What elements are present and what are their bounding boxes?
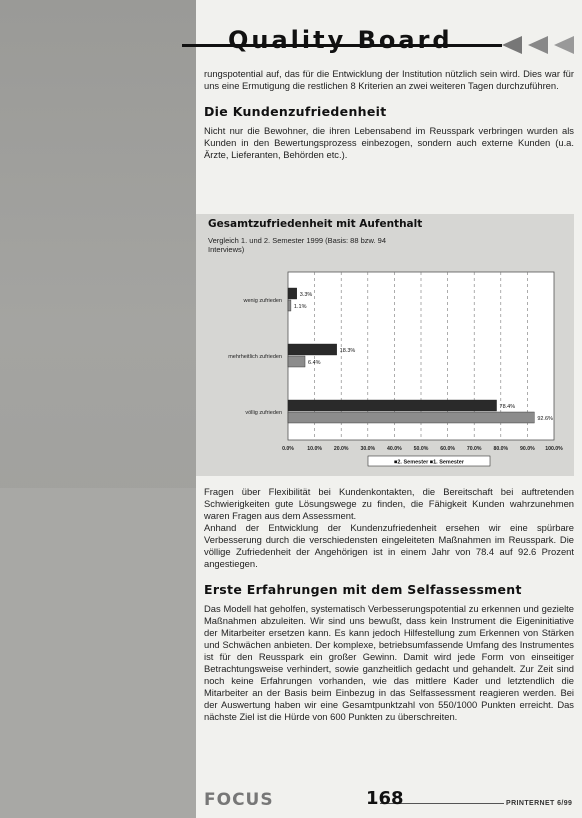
legend-text: ■2. Semester ■1. Semester xyxy=(394,459,464,466)
x-tick-label: 20.0% xyxy=(333,446,349,452)
x-tick-label: 80.0% xyxy=(493,446,509,452)
publication-label: PRINTERNET 6/99 xyxy=(506,800,573,807)
bar xyxy=(288,412,534,423)
data-label: 6.4% xyxy=(308,360,321,366)
category-label: mehrheitlich zufrieden xyxy=(228,354,282,360)
data-label: 78.4% xyxy=(499,404,516,410)
x-tick-label: 40.0% xyxy=(387,446,402,452)
main-column xyxy=(204,68,574,161)
section-heading-kundenzufriedenheit: Die Kundenzufriedenheit xyxy=(204,104,387,119)
data-label: 92.6% xyxy=(537,416,553,422)
x-tick-label: 100.0% xyxy=(545,446,563,452)
lower-column xyxy=(204,486,574,723)
x-tick-label: 60.0% xyxy=(440,446,455,452)
x-tick-label: 10.0% xyxy=(307,446,322,452)
page-header-title: Quality Board xyxy=(228,26,453,54)
satisfaction-bar-chart xyxy=(196,264,574,472)
category-label: völlig zufrieden xyxy=(245,410,282,416)
arrow-decoration-icon xyxy=(500,34,582,56)
section-heading-selfassessment: Erste Erfahrungen mit dem Selfassessment xyxy=(204,582,522,597)
data-label: 3.3% xyxy=(299,292,313,298)
bar xyxy=(288,288,297,299)
bar xyxy=(288,300,291,311)
bar xyxy=(288,400,497,411)
category-label: wenig zufrieden xyxy=(243,298,282,304)
bar xyxy=(288,356,305,367)
data-label: 18.3% xyxy=(339,348,356,354)
sidebar-lower-gray xyxy=(0,488,196,818)
kundenzufriedenheit-paragraph: Nicht nur die Bewohner, die ihren Lebensabend im Reusspark verbringen wurden als Kunden in den Bewertungsprozess einbezogen, sondern auch externe Kunden (u.a. Ärzte, Lieferanten, Behörden etc.). xyxy=(204,125,574,160)
x-tick-label: 90.0% xyxy=(520,446,535,452)
intro-paragraph: rungspotential auf, das für die Entwicklung der Institution nützlich sein wird. Dies war für uns eine Ermutigung die restlichen 8 Kriterien an zwei weiteren Tagen durchzuführen. xyxy=(204,68,574,91)
flexibility-paragraph: Fragen über Flexibilität bei Kundenkontakten, die Bereitschaft bei auftretenden Schwierigkeiten gute Lösungswege zu finden, die Fähigkeit Kunden wahrzunehmen waren Fragen aus dem Assessment. xyxy=(204,486,574,521)
x-tick-label: 70.0% xyxy=(466,446,482,452)
improvement-paragraph: Anhand der Entwicklung der Kundenzufriedenheit ersehen wir eine spürbare Verbesserung durch die verschiedensten eingeleiteten Maßnahmen im Reusspark. Die völlige Zufriedenheit der Angehörigen ist in einem Jahr von 78.4 auf 92.6 Prozent angestiegen. xyxy=(204,522,574,569)
x-tick-label: 30.0% xyxy=(360,446,376,452)
chart-subtitle: Vergleich 1. und 2. Semester 1999 (Basis: 88 bzw. 94 Interviews) xyxy=(208,236,387,254)
bar xyxy=(288,344,337,355)
x-tick-label: 50.0% xyxy=(413,446,429,452)
footer-focus-label: FOCUS xyxy=(204,790,274,810)
selfassessment-paragraph: Das Modell hat geholfen, systematisch Verbesserungspotential zu erkennen und gezielte Maßnahmen abzuleiten. Wir sind uns bewußt, dass kein Instrument die Eigeninitiative der Mitarbeiter ersetzen kann. Es kann jedoch Hilfestellung zum Erkennen von Stärken und Schwächen anbieten. Der komplexe, betriebsumfassende Umfang des Instrumentes ist für den Reusspark ein großer Gewinn. Damit wird jede Form von einseitiger Betrachtungsweise verhindert, sowie ganzheitlich gedacht und gehandelt. Zur Zeit sind noch keine Erfahrungen vorhanden, wie das mittlere Kader und letztendlich die Mitarbeiter an der Basis beim Einbezug in das Selfassessment reagieren werden. Bei der Auswertung haben wir eine Gesamtpunktzahl von 550/1000 Punkten erreicht. Das nächste Ziel ist die Hürde von 600 Punkten zu überschreiten. xyxy=(204,603,574,722)
chart-title: Gesamtzufriedenheit mit Aufenthalt xyxy=(208,218,423,230)
x-tick-label: 0.0% xyxy=(282,446,294,452)
data-label: 1.1% xyxy=(293,304,307,310)
page-number: 168 xyxy=(366,788,404,809)
